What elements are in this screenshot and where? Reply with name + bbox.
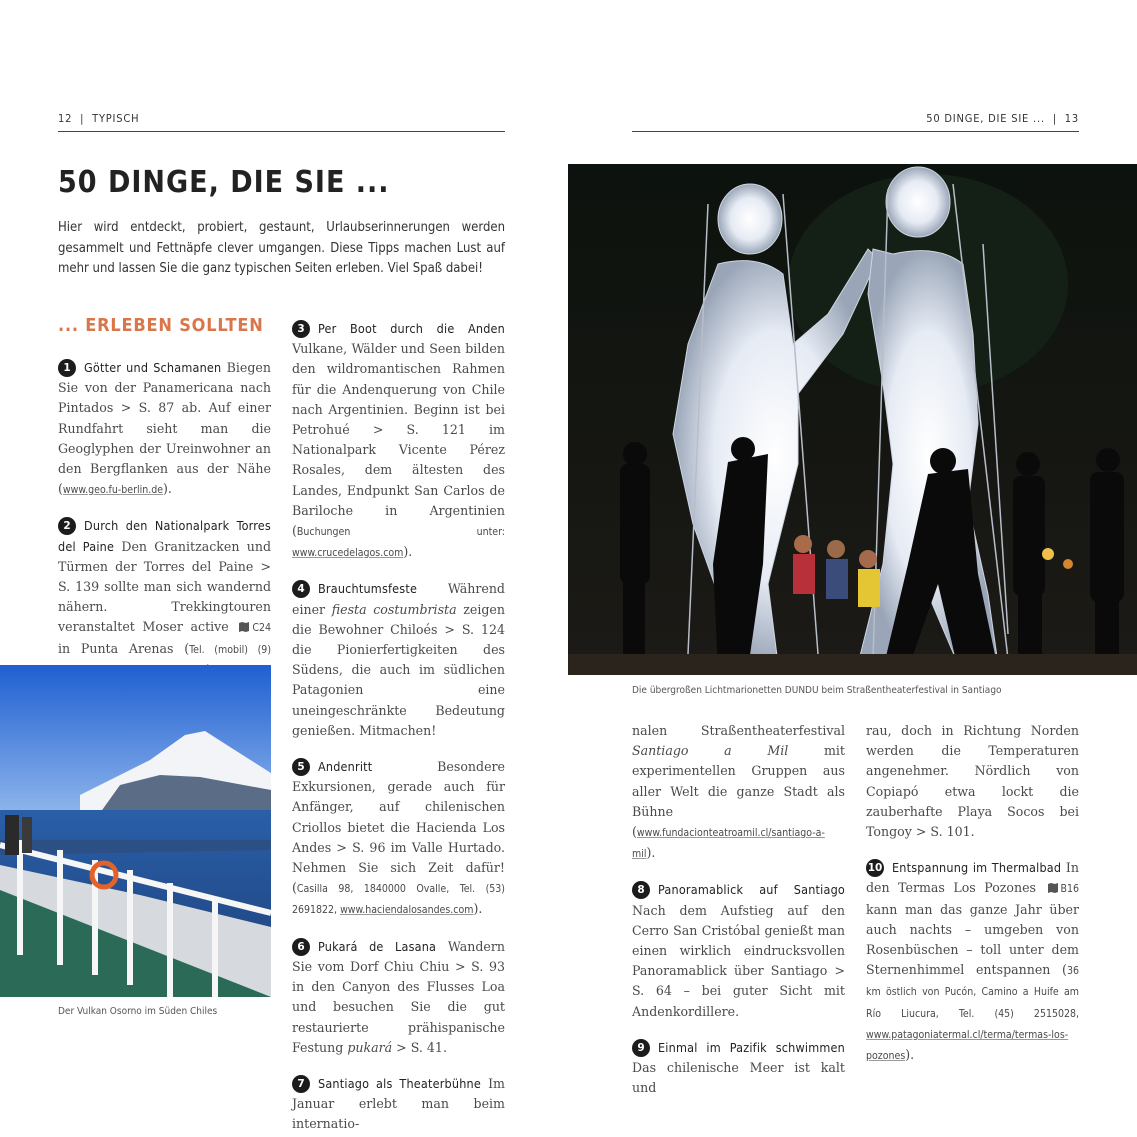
intro-text: Hier wird entdeckt, probiert, gestaunt, Urlaubserinnerungen werden gesammelt und Fettnäpfe clever umgangen. Diese Tipps machen Lust auf mehr und lassen Sie die ganz typischen Seiten erleben. Viel Spaß dabei! (58, 220, 505, 276)
item-title: Pukará de Lasana (318, 938, 437, 954)
number-badge: 9 (632, 1039, 650, 1057)
number-badge: 2 (58, 517, 76, 535)
item-title: Durch den Nationalpark Torres del Paine (58, 518, 271, 554)
list-item (292, 937, 505, 1058)
item-text-end: ). (403, 544, 413, 560)
item-title: Andenritt (318, 759, 373, 775)
header-rule-left (58, 131, 505, 132)
dundu-photo-caption: Die übergroßen Lichtmarionetten DUNDU beim Straßentheaterfestival in Santiago (632, 685, 1002, 696)
header-rule-right (632, 131, 1079, 132)
web-link[interactable]: www.crucedelagos.com (292, 547, 404, 560)
list-item-continued (866, 721, 1079, 842)
page-number-right: 13 (1064, 112, 1079, 125)
item-text: Im Januar erlebt man beim internatio- (292, 1075, 506, 1132)
web-link[interactable]: www.geo.fu-berlin.de (62, 484, 164, 497)
item-text-end: ). (905, 1047, 915, 1063)
contact-info: Casilla 98, 1840000 Ovalle, Tel. (53) 2691822, (292, 883, 505, 917)
item-title: Brauchtumsfeste (318, 581, 418, 597)
column-3 (632, 721, 845, 1114)
item-title: Entspannung im Thermalbad (892, 860, 1062, 876)
contact-info: Buchungen unter: (296, 526, 505, 539)
list-item (866, 858, 1079, 1066)
list-item (632, 1038, 845, 1099)
web-link[interactable]: www.fundacionteatroamil.cl/santiago-a-mil (632, 827, 825, 861)
item-text: in Punta Arenas ( (58, 640, 190, 656)
item-title: Per Boot durch die Anden (318, 321, 505, 336)
map-reference-icon (1048, 883, 1058, 893)
contact-info: 36 km östlich von Pucón, Camino a Huife am Río Liucura, Tel. (45) 2515028, (866, 965, 1079, 1020)
item-text: Nach dem Aufstieg auf den Cerro San Cristóbal genießt man einen wirklich eindrucksvollen Panoramablick über Santiago > S. 64 – bei guter Sicht mit Andenkordillere. (632, 902, 845, 1019)
list-item-continued (632, 721, 845, 864)
list-item (292, 579, 505, 741)
running-head-right: 50 DINGE, DIE SIE ... | 13 (926, 112, 1079, 125)
web-link[interactable]: www.haciendalosandes.com (340, 904, 474, 917)
section-label-right: 50 DINGE, DIE SIE ... (926, 112, 1045, 125)
column-2 (292, 319, 505, 1137)
number-badge: 3 (292, 320, 310, 338)
item-text: zeigen die Bewohner Chiloés > S. 124 die Pionierfertigkeiten des Südens, die auch im südlichen Patagonien eine uneingeschränkte Bedeutung genießen. Mitmachen! (292, 601, 505, 738)
list-item (632, 880, 845, 1021)
item-text: Das chilenische Meer ist kalt und (632, 1060, 845, 1096)
item-text-end: ). (163, 481, 172, 497)
map-reference: C24 (252, 622, 271, 635)
item-text-end: ). (646, 845, 656, 861)
running-head-left: 12 | TYPISCH (58, 112, 140, 125)
item-text: Vulkane, Wälder und Seen bilden den wildromantischen Rahmen für die Andenquerung von Chile nach Argentinien. Beginn ist bei Petrohué > S. 121 im Nationalpark Vicente Pérez Rosales, dem ältesten des Landes, Endpunkt San Carlos de Bariloche in Argentinien ( (292, 341, 505, 539)
number-badge: 10 (866, 859, 884, 877)
list-item (58, 358, 271, 500)
item-text: Den Granitzacken und Türmen der Torres del Paine > S. 139 sollte man sich wandernd nähern. Trekkingtouren veranstaltet Moser active (58, 538, 272, 635)
italic-term: Santiago a Mil (632, 743, 789, 759)
section-label-left: TYPISCH (92, 112, 140, 125)
page-title: 50 DINGE, DIE SIE ... (58, 165, 390, 200)
item-text: nalen Straßentheaterfestival (632, 723, 845, 738)
osorno-volcano-photo (0, 665, 271, 997)
item-title: Einmal im Pazifik schwimmen (658, 1039, 845, 1055)
ship-photo-caption: Der Vulkan Osorno im Süden Chiles (58, 1006, 218, 1017)
map-reference-icon (239, 622, 249, 632)
item-title: Panoramablick auf Santiago (658, 882, 845, 898)
item-text: kann man das ganze Jahr über auch nachts – umgeben von Rosenbüschen – toll unter dem Sternenhimmel entspannen ( (866, 901, 1079, 978)
page-number-left: 12 (58, 112, 73, 125)
list-item (292, 1074, 505, 1135)
item-text: Biegen Sie von der Panamericana nach Pintados > S. 87 ab. Auf einer Rundfahrt sieht man die Geoglyphen der Ureinwohner an den Bergflanken aus der Nähe ( (58, 360, 271, 497)
item-text: Während einer (292, 581, 505, 617)
map-reference: B16 (1060, 883, 1079, 896)
item-title: Santiago als Theaterbühne (318, 1075, 481, 1091)
column-4 (866, 721, 1079, 1082)
number-badge: 1 (58, 359, 76, 377)
list-item (58, 516, 271, 681)
italic-term: pukará (347, 1039, 393, 1055)
item-title: Götter und Schamanen (84, 360, 222, 375)
item-text: rau, doch in Richtung Norden werden die Temperaturen angenehmer. Nördlich von Copiapó etwa lockt die zauberhafte Playa Socos bei Tongoy > S. 101. (866, 723, 1079, 840)
web-link[interactable]: www.patagoniatermal.cl/terma/termas-los-pozones (866, 1028, 1069, 1063)
item-text: > S. 41. (392, 1039, 447, 1055)
number-badge: 4 (292, 580, 310, 598)
number-badge: 5 (292, 758, 310, 776)
number-badge: 8 (632, 881, 650, 899)
item-text: In den Termas Los Pozones (866, 860, 1080, 896)
number-badge: 6 (292, 938, 310, 956)
item-text: Besondere Exkursionen, gerade auch für Anfänger, auf chilenischen Criollos bietet die Hacienda Los Andes > S. 96 im Valle Hurtado. Nehmen Sie sich Zeit dafür! ( (292, 759, 505, 896)
item-text-end: ). (473, 901, 483, 917)
italic-term: fiesta costumbrista (331, 601, 457, 617)
contact-info: Tel. (mobil) (9) (189, 643, 272, 656)
item-text: Wandern Sie vom Dorf Chiu Chiu > S. 93 in den Canyon des Flusses Loa und besuchen Sie die gut restaurierte prähispanische Festung (292, 938, 505, 1055)
list-item (292, 319, 505, 563)
dundu-puppets-photo (568, 164, 1137, 675)
item-text: mit experimentellen Gruppen aus aller Welt die ganze Stadt als Bühne ( (632, 743, 845, 840)
column-1 (58, 358, 271, 697)
section-heading: ... ERLEBEN SOLLTEN (58, 315, 264, 336)
list-item (292, 757, 505, 921)
number-badge: 7 (292, 1075, 310, 1093)
